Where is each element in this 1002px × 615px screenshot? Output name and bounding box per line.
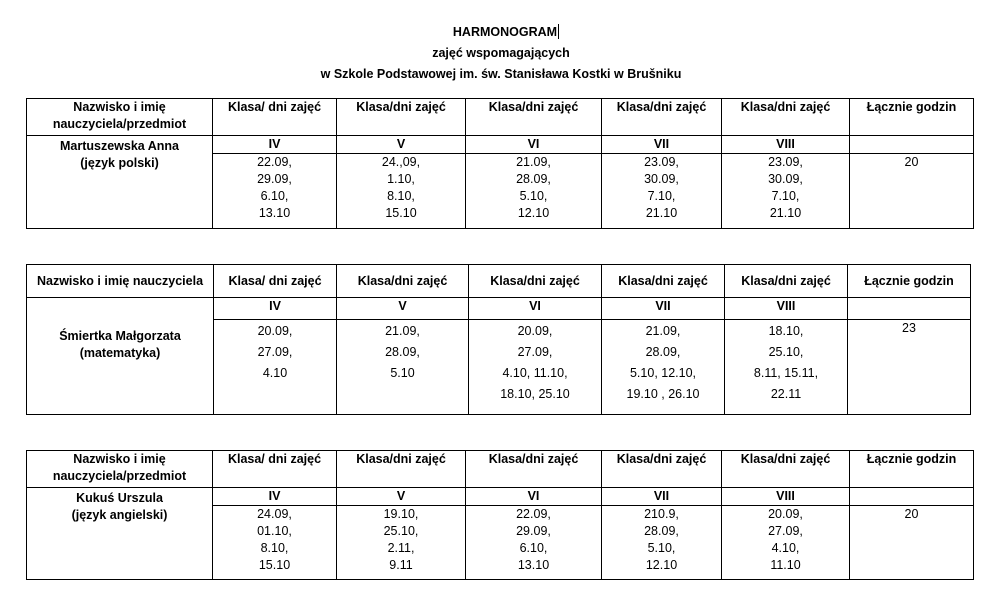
teacher-cell: Kukuś Urszula (język angielski) [27,488,213,580]
class-row [27,136,974,154]
text-cursor [558,24,559,39]
document-header [0,22,1002,85]
class-header-cell: Klasa/dni zajęć [722,99,850,136]
class-cell: VII [602,298,725,320]
total-cell: 20 [850,154,974,229]
dates-cell: 21.09, 28.09, 5.10, 12.10 [466,154,602,229]
schedule-table-math [26,264,971,415]
class-cell: VII [602,136,722,154]
dates-cell: 23.09, 30.09, 7.10, 21.10 [722,154,850,229]
class-header-cell: Klasa/dni zajęć [602,265,725,298]
class-cell: VII [602,488,722,506]
dates-cell: 22.09, 29.09, 6.10, 13.10 [213,154,337,229]
total-header-cell: Łącznie godzin [848,265,971,298]
dates-cell: 19.10, 25.10, 2.11, 9.11 [337,506,466,580]
class-cell: VI [469,298,602,320]
class-header-cell: Klasa/ dni zajęć [214,265,337,298]
class-header-cell: Klasa/ dni zajęć [213,451,337,488]
class-cell: VIII [725,298,848,320]
dates-cell: 20.09, 27.09, 4.10, 11.10 [722,506,850,580]
class-header-cell: Klasa/dni zajęć [722,451,850,488]
class-header-cell: Klasa/dni zajęć [337,265,469,298]
class-row [27,298,971,320]
class-cell: IV [214,298,337,320]
class-header-cell: Klasa/dni zajęć [725,265,848,298]
total-header-cell: Łącznie godzin [850,451,974,488]
class-header-cell: Klasa/dni zajęć [337,99,466,136]
dates-cell: 20.09, 27.09, 4.10, 11.10, 18.10, 25.10 [469,320,602,415]
class-cell: V [337,488,466,506]
class-cell: V [337,298,469,320]
class-cell: V [337,136,466,154]
header-row [27,99,974,136]
dates-cell: 22.09, 29.09, 6.10, 13.10 [466,506,602,580]
schedule-table-english [26,450,974,580]
class-header-cell: Klasa/ dni zajęć [213,99,337,136]
class-cell: VI [466,488,602,506]
total-cell: 23 [848,320,971,415]
class-header-cell: Klasa/dni zajęć [602,451,722,488]
class-header-cell: Klasa/dni zajęć [466,451,602,488]
dates-cell: 24.,09, 1.10, 8.10, 15.10 [337,154,466,229]
empty-cell [850,136,974,154]
class-header-cell: Klasa/dni zajęć [602,99,722,136]
class-row [27,488,974,506]
class-header-cell: Klasa/dni zajęć [337,451,466,488]
class-cell: IV [213,136,337,154]
document-subtitle: zajęć wspomagających [432,46,570,60]
dates-cell: 18.10, 25.10, 8.11, 15.11, 22.11 [725,320,848,415]
dates-cell: 210.9, 28.09, 5.10, 12.10 [602,506,722,580]
title-text: HARMONOGRAM [452,25,558,39]
dates-cell: 24.09, 01.10, 8.10, 15.10 [213,506,337,580]
teacher-cell: Śmiertka Małgorzata (matematyka) [27,298,214,415]
total-header-cell: Łącznie godzin [850,99,974,136]
school-name: w Szkole Podstawowej im. św. Stanisława Kostki w Brušniku [320,67,682,81]
class-header-cell: Klasa/dni zajęć [466,99,602,136]
dates-cell: 21.09, 28.09, 5.10 [337,320,469,415]
dates-cell: 21.09, 28.09, 5.10, 12.10, 19.10 , 26.10 [602,320,725,415]
class-cell: VIII [722,136,850,154]
teacher-header-cell: Nazwisko i imię nauczyciela/przedmiot [27,451,213,488]
document-title [10,22,1002,43]
empty-cell [850,488,974,506]
header-row [27,265,971,298]
schedule-table-polish [26,98,974,229]
empty-cell [848,298,971,320]
header-row [27,451,974,488]
dates-cell: 23.09, 30.09, 7.10, 21.10 [602,154,722,229]
total-cell: 20 [850,506,974,580]
class-cell: VIII [722,488,850,506]
class-header-cell: Klasa/dni zajęć [469,265,602,298]
class-cell: VI [466,136,602,154]
teacher-header-cell: Nazwisko i imię nauczyciela/przedmiot [27,99,213,136]
teacher-header-cell: Nazwisko i imię nauczyciela [27,265,214,298]
class-cell: IV [213,488,337,506]
teacher-cell: Martuszewska Anna (język polski) [27,136,213,229]
dates-cell: 20.09, 27.09, 4.10 [214,320,337,415]
